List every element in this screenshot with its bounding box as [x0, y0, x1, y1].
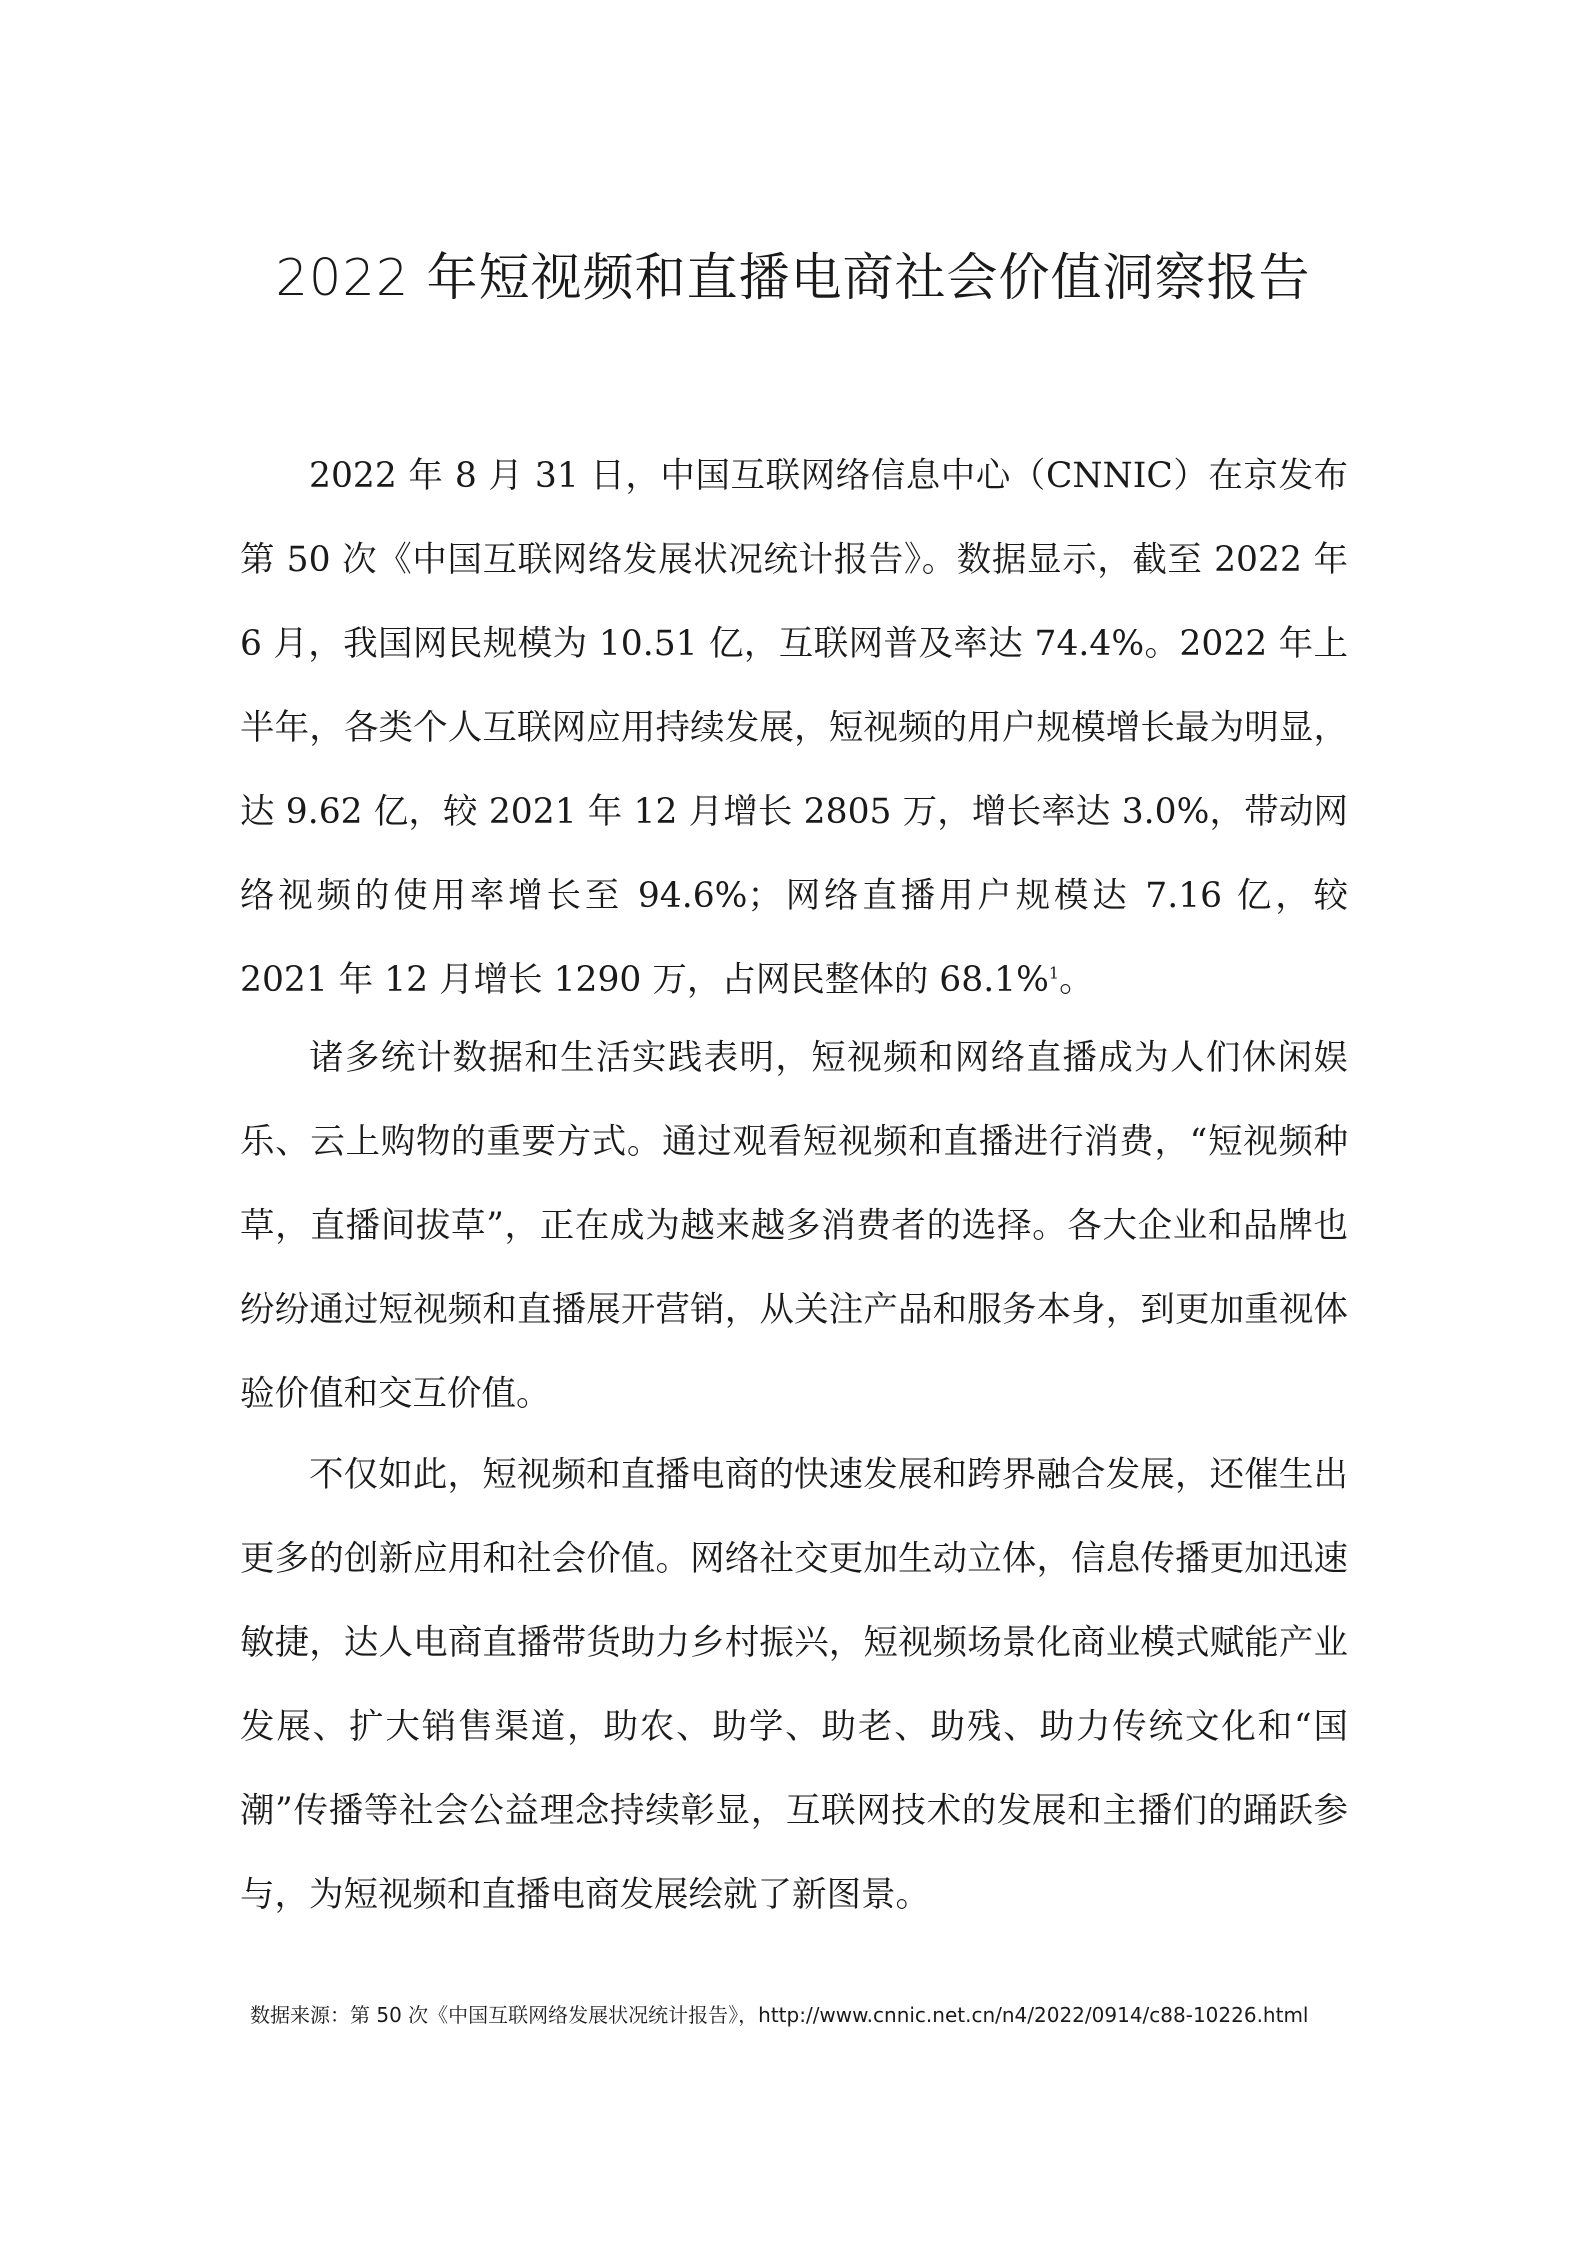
paragraph-3: 不仅如此，短视频和直播电商的快速发展和跨界融合发展，还催生出更多的创新应用和社会价值。网络社交更加生动立体，信息传播更加迅速敏捷，达人电商直播带货助力乡村振兴，短视频场景化商业模式赋能产业发展、扩大销售渠道，助农、助学、助老、助残、助力传统文化和“国潮”传播等社会公益理念持续彰显，互联网技术的发展和主播们的踊跃参与，为短视频和直播电商发展绘就了新图景。	[240, 1455, 1348, 1915]
footnote: 数据来源：第 50 次《中国互联网络发展状况统计报告》，http://www.cnnic.net.cn/n4/2022/0914/c88-10226.html	[250, 2003, 1309, 2027]
paragraph-1-text: 2022 年 8 月 31 日，中国互联网络信息中心（CNNIC）在京发布第 50 次《中国互联网络发展状况统计报告》。数据显示，截至 2022 年 6 月，我国网民规模为 10.51 亿，互联网普及率达 74.4%。2022 年上半年，各类个人互联网应用持续发展，短视频的用户规模增长最为明显，达 9.62 亿，较 2021 年 12 月增长 2805 万，增长率达 3.0%，带动网络视频的使用率增长至 94.6%；网络直播用户规模达 7.16 亿，较 2021 年 12 月增长 1290 万，占网民整体的 68.1%	[240, 456, 1348, 1000]
footnote-reference: 1	[1048, 963, 1060, 983]
paragraph-1	[240, 434, 1348, 1022]
paragraph-1-end: 。	[1059, 960, 1094, 1000]
paragraph-2: 诸多统计数据和生活实践表明，短视频和网络直播成为人们休闲娱乐、云上购物的重要方式。通过观看短视频和直播进行消费，“短视频种草，直播间拔草”，正在成为越来越多消费者的选择。各大企业和品牌也纷纷通过短视频和直播展开营销，从关注产品和服务本身，到更加重视体验价值和交互价值。	[240, 1038, 1348, 1414]
page-title: 2022 年短视频和直播电商社会价值洞察报告	[275, 249, 1311, 308]
